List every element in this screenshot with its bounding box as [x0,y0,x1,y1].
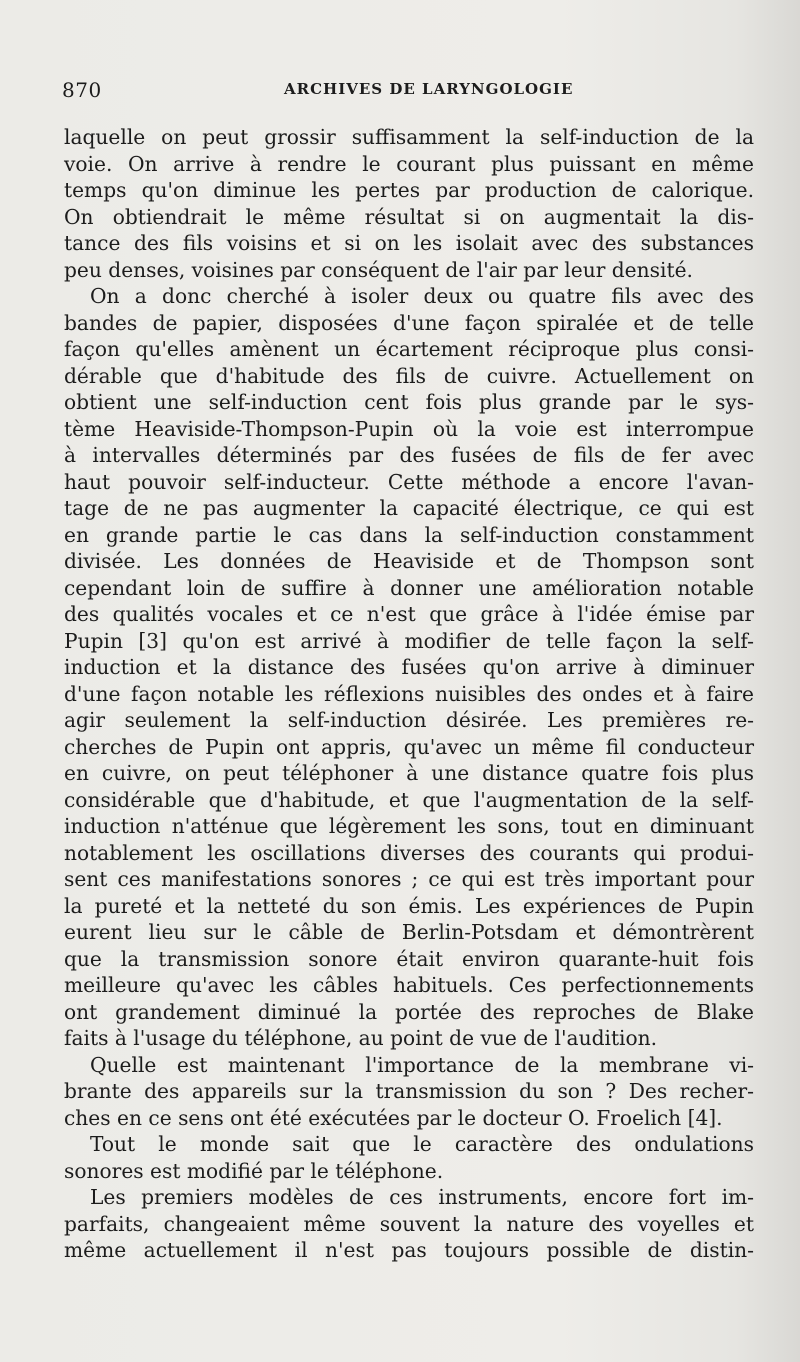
text-line: Pupin [3] qu'on est arrivé à modifier de telle façon la self- [64,628,754,653]
text-line: faits à l'usage du téléphone, au point de vue de l'audition. [64,1026,658,1050]
text-line: tage de ne pas augmenter la capacité électrique, ce qui est [64,496,754,520]
text-line: divisée. Les données de Heaviside et de Thompson sont [64,549,754,573]
text-line: cependant loin de suffire à donner une amélioration notable [64,575,754,600]
text-line: façon qu'elles amènent un écartement réciproque plus consi- [64,337,754,361]
text-line: en grande partie le cas dans la self-induction constamment [64,522,754,547]
text-line: parfaits, changeaient même souvent la nature des voyelles et [64,1211,754,1236]
text-line: sent ces manifestations sonores ; ce qui est très important pour [64,867,754,891]
text-line: temps qu'on diminue les pertes par production de calorique. [64,178,754,202]
text-line: induction et la distance des fusées qu'on arrive à diminuer [64,655,754,679]
text-line: laquelle on peut grossir suffisamment la self-induction de la [64,125,754,149]
text-line: meilleure qu'avec les câbles habituels. Ces perfectionnements [64,973,754,997]
text-line: tance des fils voisins et si on les isolait avec des substances [64,231,754,255]
text-line: à intervalles déterminés par des fusées de fils de fer avec [64,443,754,467]
text-line: eurent lieu sur le câble de Berlin-Potsdam et démontrèrent [64,920,754,944]
text-line: induction n'atténue que légèrement les sons, tout en diminuant [64,814,754,838]
text-line: notablement les oscillations diverses des courants qui produi- [64,840,754,865]
text-line: dérable que d'habitude des fils de cuivre. Actuellement on [64,363,754,388]
text-line: On obtiendrait le même résultat si on augmentait la dis- [64,204,754,229]
text-line: obtient une self-induction cent fois plus grande par le sys- [64,390,754,414]
text-line: même actuellement il n'est pas toujours possible de distin- [64,1238,754,1262]
text-line: d'une façon notable les réflexions nuisibles des ondes et à faire [64,681,754,706]
text-line: agir seulement la self-induction désirée. Les premières re- [64,708,754,732]
text-line: haut pouvoir self-inducteur. Cette méthode a encore l'avan- [64,469,754,494]
text-line: en cuivre, on peut téléphoner à une distance quatre fois plus [64,761,754,785]
text-line: tème Heaviside-Thompson-Pupin où la voie est interrompue [64,416,754,441]
text-line: la pureté et la netteté du son émis. Les expériences de Pupin [64,893,754,918]
paragraph-start: Les premiers modèles de ces instruments, encore fort im- [90,1185,754,1209]
body-text [64,124,754,1264]
text-line: brante des appareils sur la transmission du son ? Des recher- [64,1079,754,1103]
text-line: considérable que d'habitude, et que l'augmentation de la self- [64,787,754,812]
text-line: que la transmission sonore était environ quarante-huit fois [64,946,754,971]
text-line: sonores est modifié par le téléphone. [64,1158,444,1183]
paragraph-start: On a donc cherché à isoler deux ou quatre fils avec des [90,284,754,308]
page-number: 870 [62,78,102,102]
text-line: bandes de papier, disposées d'une façon spiralée et de telle [64,310,754,335]
text-line: voie. On arrive à rendre le courant plus puissant en même [64,151,754,176]
running-title: ARCHIVES DE LARYNGOLOGIE [284,80,574,98]
text-line: ont grandement diminué la portée des reproches de Blake [64,999,754,1024]
page-header [62,78,752,108]
text-line: des qualités vocales et ce n'est que grâce à l'idée émise par [64,602,754,626]
paragraph-start: Tout le monde sait que le caractère des ondulations [90,1132,754,1156]
paragraph-start: Quelle est maintenant l'importance de la membrane vi- [90,1052,754,1077]
text-line: cherches de Pupin ont appris, qu'avec un même fil conducteur [64,734,754,759]
text-line: peu denses, voisines par conséquent de l'air par leur densité. [64,257,693,282]
text-line: ches en ce sens ont été exécutées par le docteur O. Froelich [4]. [64,1105,723,1130]
